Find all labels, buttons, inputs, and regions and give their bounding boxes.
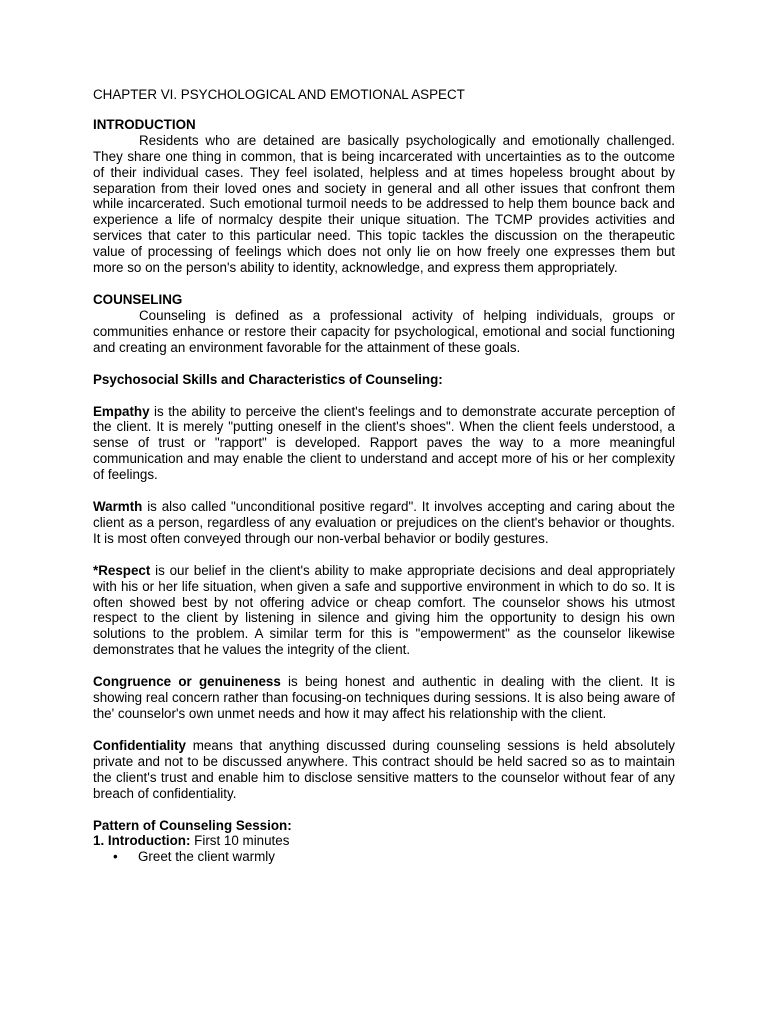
skills-heading: Psychosocial Skills and Characteristics of Counseling:: [93, 371, 443, 387]
document-page: [93, 87, 675, 865]
chapter-title: CHAPTER VI. PSYCHOLOGICAL AND EMOTIONAL ASPECT: [93, 87, 465, 102]
counseling-heading: COUNSELING: [93, 291, 183, 307]
congruence-text: is being honest and authentic in dealing with the client. It is showing real concern rather than focusing-on techniques during sessions. It is also being aware of the' counselor's own unmet needs and how it may affect his relationship with the client.: [93, 674, 675, 721]
congruence-paragraph: [93, 674, 675, 722]
list-item-text: Greet the client warmly: [138, 849, 275, 865]
empathy-text: is the ability to perceive the client's feelings and to demonstrate accurate perception of the client. It is merely "putting oneself in the client's shoes". When the client feels understood, a sense of trust or "rapport" is developed. Rapport paves the way to a more meaningful communication and may enable the client to understand and accept more of his or her complexity of feelings.: [93, 403, 675, 483]
counseling-paragraph: Counseling is defined as a professional activity of helping individuals, groups or communities enhance or restore their capacity for psychological, emotional and social functioning and creating an environment favorable for the attainment of these goals.: [93, 307, 675, 355]
bullet-icon: •: [113, 849, 118, 865]
warmth-text: is also called "unconditional positive regard". It involves accepting and caring about the client as a person, regardless of any evaluation or prejudices on the client's behavior or thoughts. It is most often conveyed through our non-verbal behavior or bodily gestures.: [93, 499, 675, 546]
respect-paragraph: [93, 563, 675, 658]
list-item: [113, 849, 675, 865]
warmth-paragraph: [93, 499, 675, 547]
empathy-term: Empathy: [93, 403, 150, 419]
confidentiality-term: Confidentiality: [93, 737, 186, 753]
counseling-section: [93, 292, 675, 356]
step-label: 1. Introduction:: [93, 833, 191, 849]
warmth-term: Warmth: [93, 499, 143, 515]
pattern-heading: Pattern of Counseling Session:: [93, 817, 292, 833]
introduction-paragraph: Residents who are detained are basically psychologically and emotionally challenged. They share one thing in common, that is being incarcerated with uncertainties as to the outcome of their individual cases. They feel isolated, helpless and at times hopeless brought about by separation from their loved ones and society in general and all other issues that confront them while incarcerated. Such emotional turmoil needs to be addressed to help them bounce back and experience a life of normalcy despite their unique situation. The TCMP provides activities and services that cater to this particular need. This topic tackles the discussion on the therapeutic value of processing of feelings which does not only lie on how freely one expresses them but more so on the person's ability to identity, acknowledge, and express them appropriately.: [93, 132, 675, 276]
confidentiality-paragraph: [93, 738, 675, 802]
confidentiality-text: means that anything discussed during counseling sessions is held absolutely private and not to be discussed anywhere. This contract should be held sacred so as to maintain the client's trust and enable him to disclose sensitive matters to the counselor without fear of any breach of confidentiality.: [93, 737, 675, 801]
step-introduction: [93, 833, 675, 849]
congruence-term: Congruence or genuineness: [93, 674, 281, 690]
respect-term: *Respect: [93, 562, 151, 578]
pattern-section: [93, 818, 675, 866]
step-text: First 10 minutes: [190, 833, 290, 849]
bullet-list: [93, 849, 675, 865]
empathy-paragraph: [93, 404, 675, 484]
introduction-section: [93, 117, 675, 276]
respect-text: is our belief in the client's ability to make appropriate decisions and deal appropriately with his or her life situation, when given a safe and supportive environment in which to do so. It is often showed best by not offering advice or cheap comfort. The counselor shows his utmost respect to the client by listening in silence and giving him the opportunity to design his own solutions to the problem. A similar term for this is "empowerment" as the counselor likewise demonstrates that he values the integrity of the client.: [93, 562, 675, 658]
introduction-heading: INTRODUCTION: [93, 116, 196, 132]
